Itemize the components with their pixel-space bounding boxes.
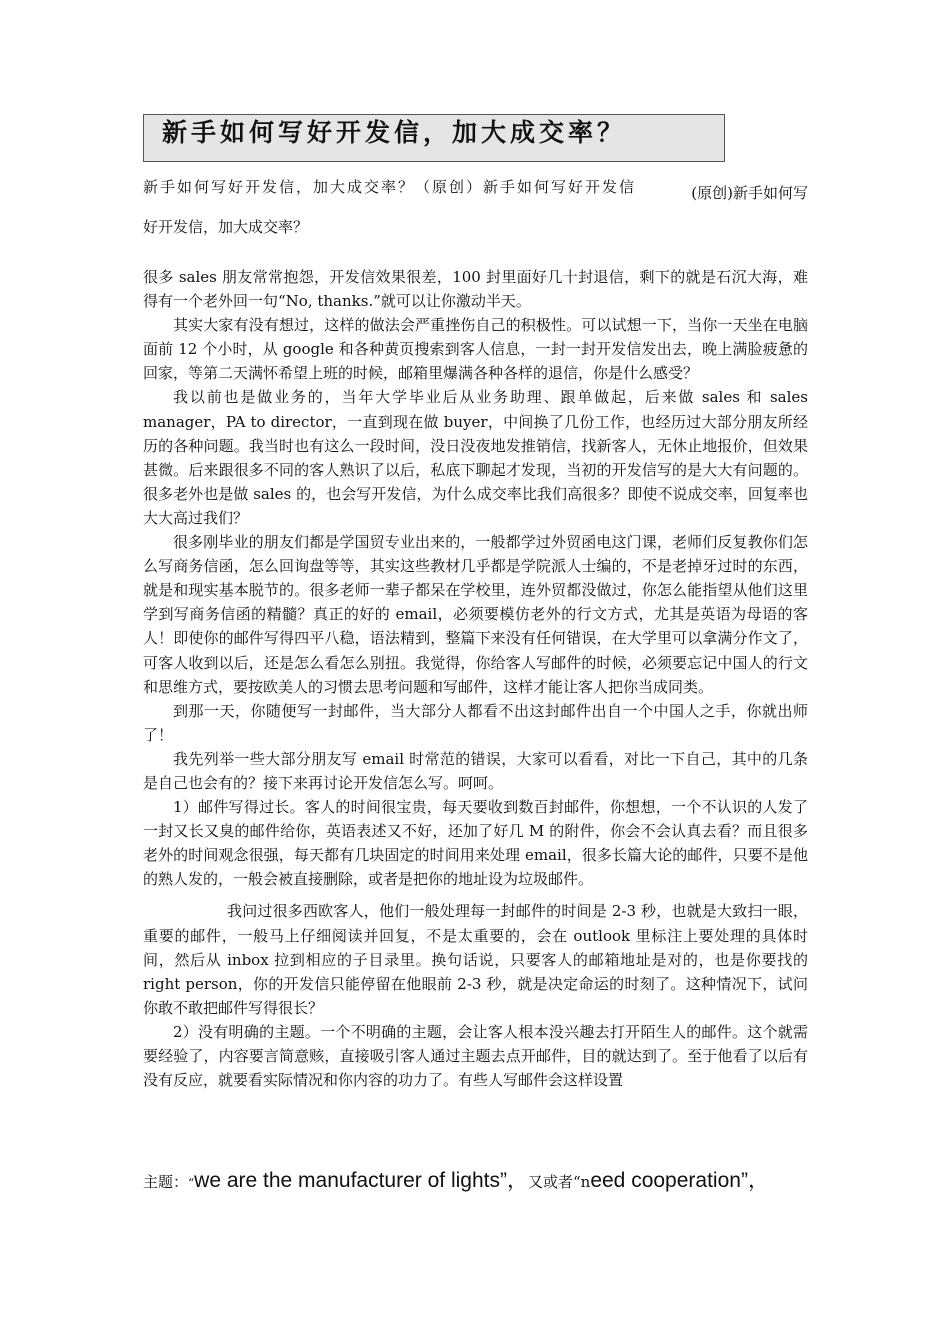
close-quote-2: ”， xyxy=(740,1169,769,1192)
paragraph: 我以前也是做业务的，当年大学毕业后从业务助理、跟单做起，后来做 sales 和 sales manager，PA to director，一直到现在做 buyer，中间换了几份工作，也经历过大部分朋友所经历的各种问题。我当时也有这么一段时间，没日没夜地发推销信，找新客人，无休止地报价，但效果甚微。后来跟很多不同的客人熟识了以后，私底下聊起才发现，当初的开发信写的是大大有问题的。很多老外也是做 sales 的，也会写开发信，为什么成交率比我们高很多？即使不说成交率，回复率也大大高过我们？ xyxy=(143,388,808,527)
paragraph: 到那一天，你随便写一封邮件，当大部分人都看不出这封邮件出自一个中国人之手，你就出师了！ xyxy=(143,701,808,744)
paragraph: 我问过很多西欧客人，他们一般处理每一封邮件的时间是 2-3 秒，也就是大致扫一眼，重要的邮件，一般马上仔细阅读并回复，不是太重要的，会在 outlook 里标注上要处理的具体时间，然后从 inbox 拉到相应的子目录里。换句话说，只要客人的邮箱地址是对的，也是你要找的 right person，你的开发信只能停留在他眼前 2-3 秒，就是决定命运的时刻了。这种情况下，试问你敢不敢把邮件写得很长？ xyxy=(143,902,808,1017)
title-box xyxy=(143,114,725,162)
open-quote: “ xyxy=(188,1176,195,1190)
paragraph: 2）没有明确的主题。一个不明确的主题，会让客人根本没兴趣去打开陌生人的邮件。这个就需要经验了，内容要言简意赅，直接吸引客人通过主题去点开邮件，目的就达到了。至于他看了以后有没有反应，就要看实际情况和你内容的功力了。有些人写邮件会这样设置 xyxy=(143,1022,808,1090)
article-body xyxy=(143,265,808,1092)
close-quote: ”， xyxy=(499,1169,528,1192)
subtitle-row xyxy=(143,176,808,202)
paragraph: 很多 sales 朋友常常抱怨，开发信效果很差，100 封里面好几十封退信，剩下的就是石沉大海，难得有一个老外回一句“No, thanks.”就可以让你激动半天。 xyxy=(143,268,808,311)
subject-example-line xyxy=(143,1164,769,1194)
paragraph: 1）邮件写得过长。客人的时间很宝贵，每天要收到数百封邮件，你想想，一个不认识的人发了一封又长又臭的邮件给你，英语表述又不好，还加了好几 M 的附件，你会不会认真去看？而且很多老外的时间观念很强，每天都有几块固定的时间用来处理 email，很多长篇大论的邮件，只要不是他的熟人发的，一般会被直接删除，或者是把你的地址设为垃圾邮件。 xyxy=(143,798,808,889)
example-subject-1: we are the manufacturer of lights xyxy=(194,1169,500,1192)
paragraph: 其实大家有没有想过，这样的做法会严重挫伤自己的积极性。可以试想一下，当你一天坐在电脑面前 12 个小时，从 google 和各种黄页搜索到客人信息，一封一封开发信发出去，晚上满脸疲惫的回家，等第二天满怀希望上班的时候，邮箱里爆满各种各样的退信，你是什么感受？ xyxy=(143,316,808,383)
subject-prefix: 主题： xyxy=(143,1173,189,1191)
subtitle-left: 新手如何写好开发信，加大成交率？（原创）新手如何写好开发信 xyxy=(143,178,637,196)
paragraph: 很多刚毕业的朋友们都是学国贸专业出来的，一般都学过外贸函电这门课，老师们反复教你们怎么写商务信函，怎么回询盘等等，其实这些教材几乎都是学院派人士编的，不是老掉牙过时的东西，就是和现实基本脱节的。很多老师一辈子都呆在学校里，连外贸都没做过，你怎么能指望从他们这里学到写商务信函的精髓？真正的好的 email，必须要模仿老外的行文方式，尤其是英语为母语的客人！即使你的邮件写得四平八稳，语法精到，整篇下来没有任何错误，在大学里可以拿满分作文了，可客人收到以后，还是怎么看怎么别扭。我觉得，你给客人写邮件的时候，必须要忘记中国人的行文和思维方式，要按欧美人的习惯去思考问题和写邮件，这样才能让客人把你当成同类。 xyxy=(143,533,808,696)
lowercase-n: n xyxy=(580,1173,591,1191)
paragraph: 我先列举一些大部分朋友写 email 时常范的错误，大家可以看看，对比一下自己，其中的几条是自己也会有的？接下来再讨论开发信怎么写。呵呵。 xyxy=(143,749,808,792)
subtitle-right: (原创)新手如何写 xyxy=(691,184,808,202)
document-title: 新手如何写好开发信，加大成交率？ xyxy=(162,118,627,147)
intro-line: 好开发信，加大成交率？ xyxy=(143,218,309,236)
example-subject-2: eed cooperation xyxy=(590,1169,741,1192)
connector-text: 又或者“ xyxy=(527,1173,581,1191)
